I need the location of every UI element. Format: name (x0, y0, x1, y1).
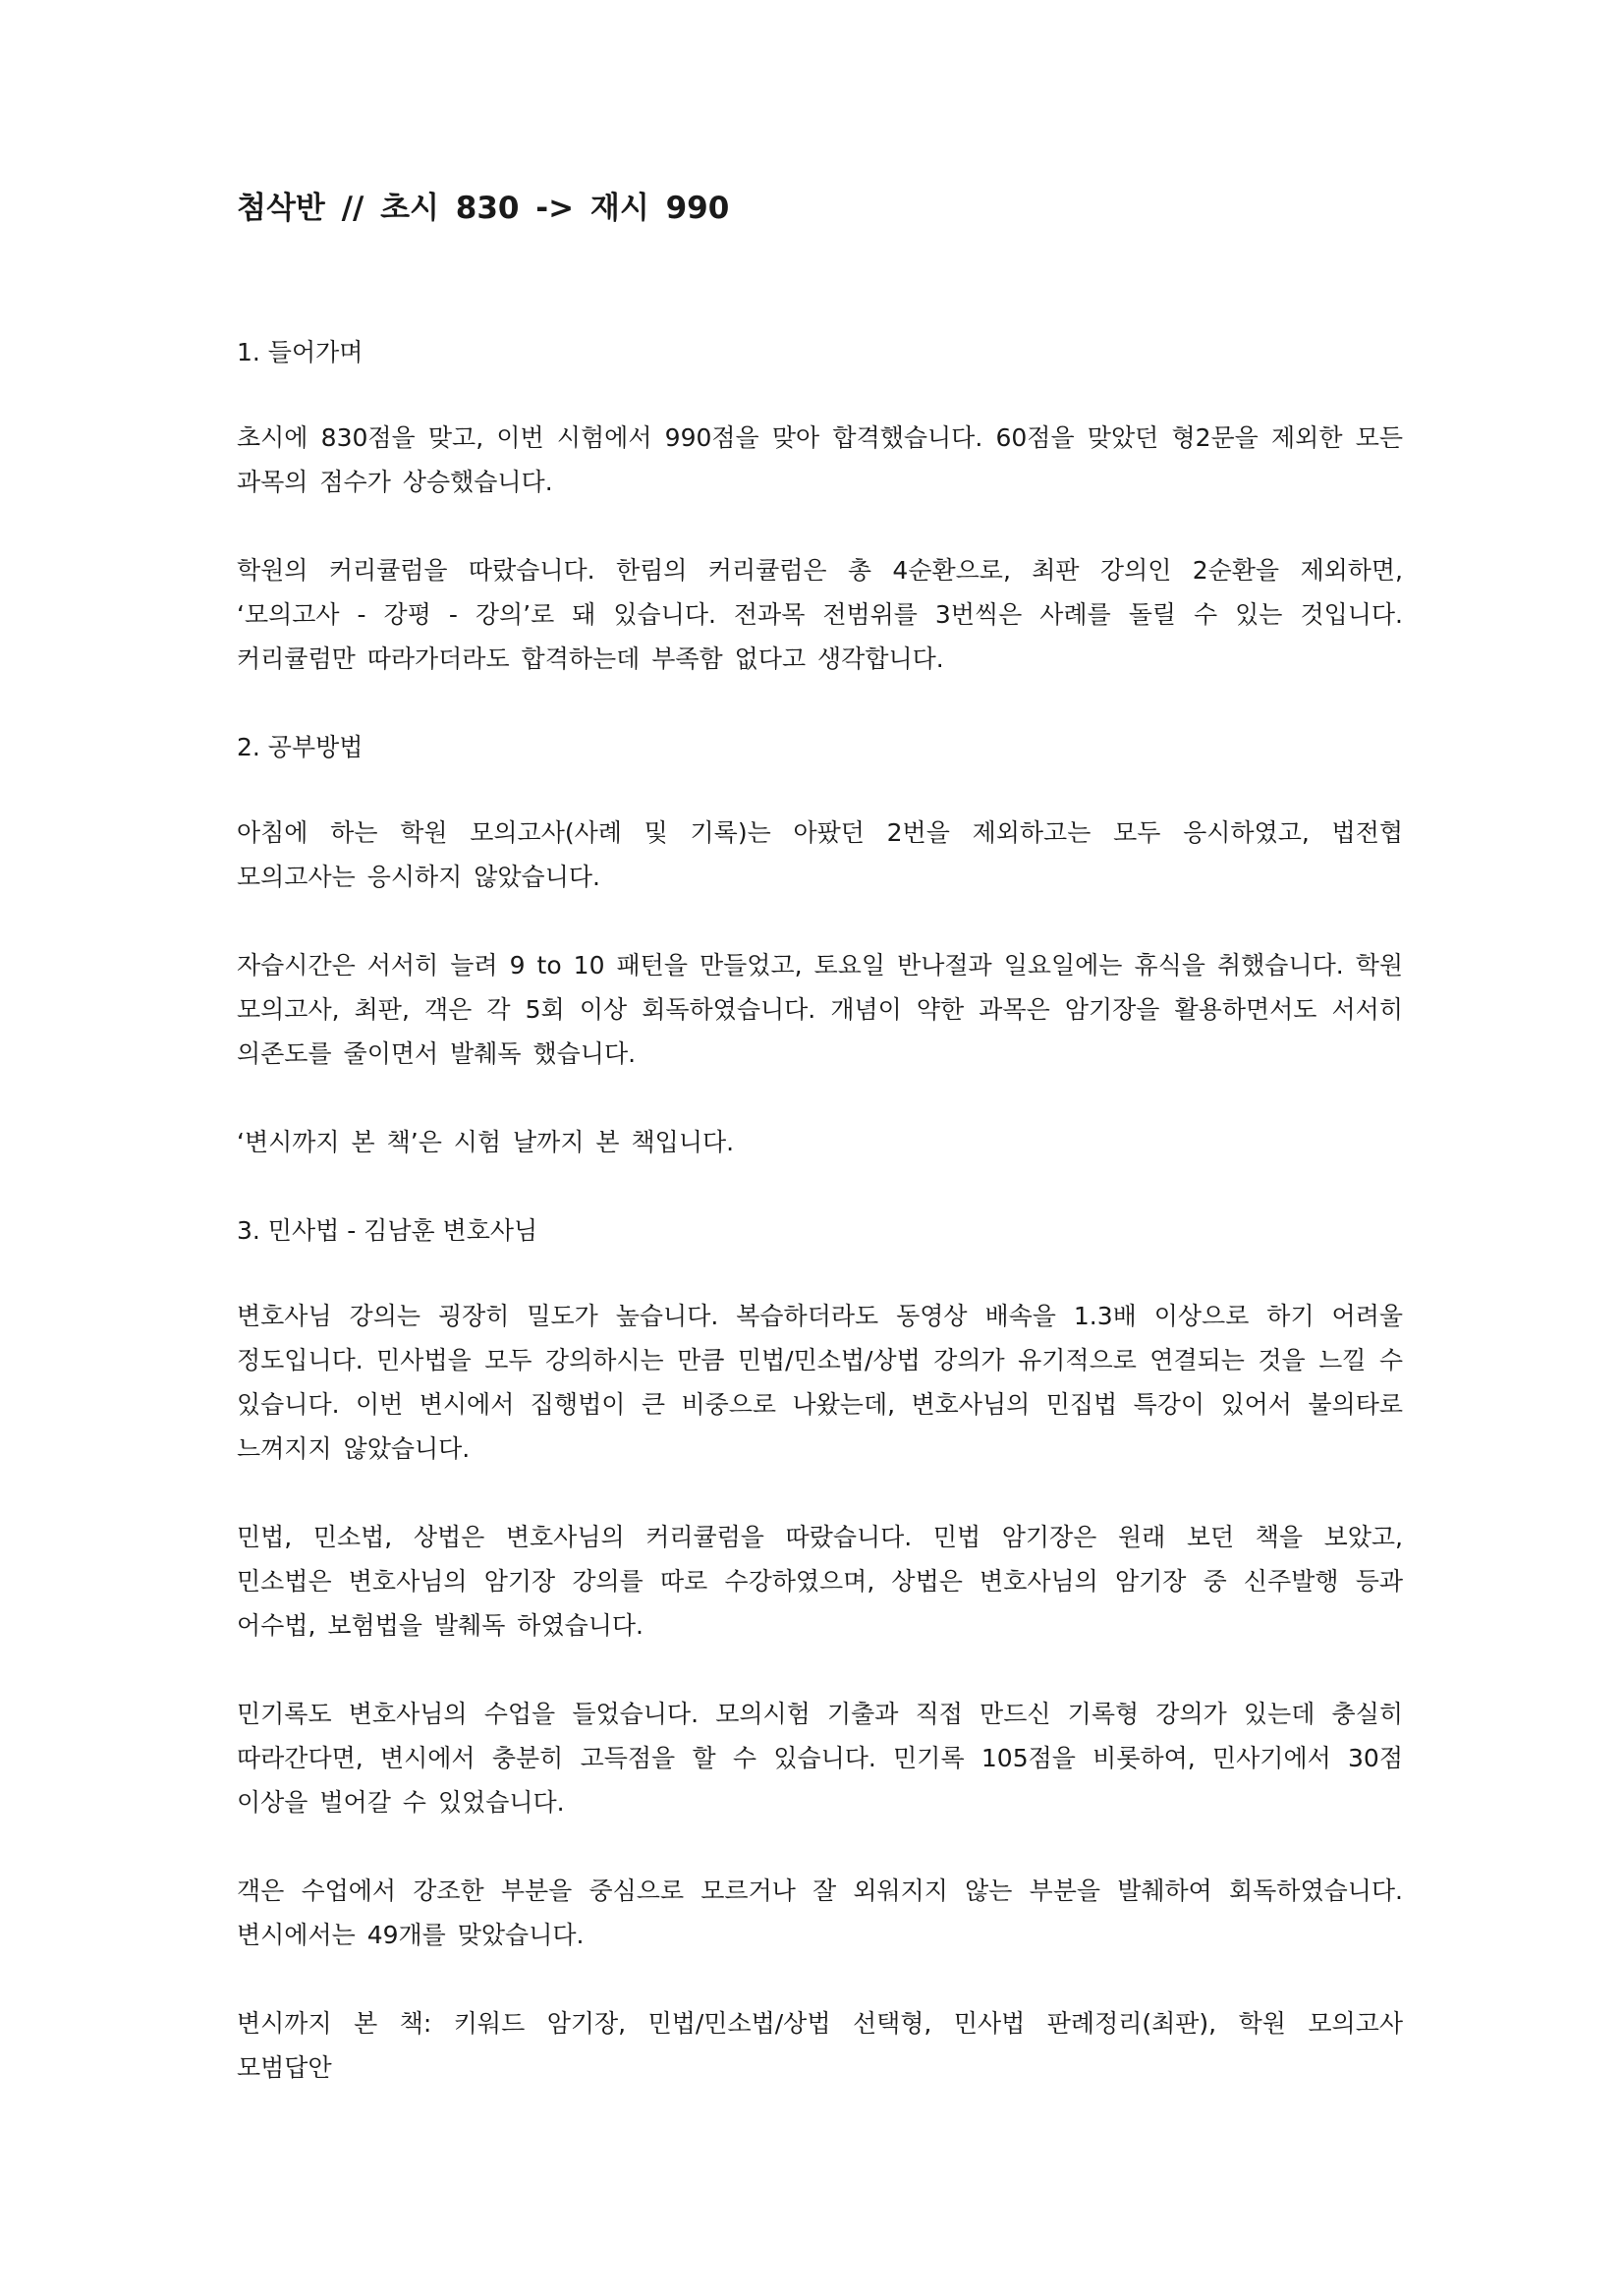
paragraph: 자습시간은 서서히 늘려 9 to 10 패턴을 만들었고, 토요일 반나절과 일요일에는 휴식을 취했습니다. 학원 모의고사, 최판, 객은 각 5회 이상 회독하였습니다. 개념이 약한 과목은 암기장을 활용하면서도 서서히 의존도를 줄이면서 발췌독 했습니다. (237, 951, 1403, 1068)
paragraph: 민기록도 변호사님의 수업을 들었습니다. 모의시험 기출과 직접 만드신 기록형 강의가 있는데 충실히 따라간다면, 변시에서 충분히 고득점을 할 수 있습니다. 민기록 105점을 비롯하여, 민사기에서 30점 이상을 벌어갈 수 있었습니다. (237, 1700, 1403, 1817)
paragraph: 민법, 민소법, 상법은 변호사님의 커리큘럼을 따랐습니다. 민법 암기장은 원래 보던 책을 보았고, 민소법은 변호사님의 암기장 강의를 따로 수강하였으며, 상법은 변호사님의 암기장 중 신주발행 등과 어수법, 보험법을 발췌독 하였습니다. (237, 1523, 1403, 1640)
section-heading-civil-law: 3. 민사법 - 김남훈 변호사님 (237, 1216, 538, 1245)
section-heading-intro: 1. 들어가며 (237, 338, 364, 366)
paragraph: 변시까지 본 책: 키워드 암기장, 민법/민소법/상법 선택형, 민사법 판례정리(최판), 학원 모의고사 모범답안 (237, 2009, 1403, 2082)
document-body (237, 187, 1403, 2090)
paragraph: ‘변시까지 본 책’은 시험 날까지 본 책입니다. (237, 1128, 735, 1156)
section-heading-study-method: 2. 공부방법 (237, 733, 364, 761)
paragraph: 변호사님 강의는 굉장히 밀도가 높습니다. 복습하더라도 동영상 배속을 1.3배 이상으로 하기 어려울 정도입니다. 민사법을 모두 강의하시는 만큼 민법/민소법/상법 강의가 유기적으로 연결되는 것을 느낄 수 있습니다. 이번 변시에서 집행법이 큰 비중으로 나왔는데, 변호사님의 민집법 특강이 있어서 불의타로 느껴지지 않았습니다. (237, 1302, 1403, 1463)
paragraph: 초시에 830점을 맞고, 이번 시험에서 990점을 맞아 합격했습니다. 60점을 맞았던 형2문을 제외한 모든 과목의 점수가 상승했습니다. (237, 423, 1403, 496)
paragraph: 객은 수업에서 강조한 부분을 중심으로 모르거나 잘 외워지지 않는 부분을 발췌하여 회독하였습니다. 변시에서는 49개를 맞았습니다. (237, 1876, 1403, 1949)
paragraph: 아침에 하는 학원 모의고사(사례 및 기록)는 아팠던 2번을 제외하고는 모두 응시하였고, 법전협 모의고사는 응시하지 않았습니다. (237, 818, 1403, 891)
document-title: 첨삭반 // 초시 830 -> 재시 990 (237, 191, 730, 226)
paragraph: 학원의 커리큘럼을 따랐습니다. 한림의 커리큘럼은 총 4순환으로, 최판 강의인 2순환을 제외하면, ‘모의고사 - 강평 - 강의’로 돼 있습니다. 전과목 전범위를 3번씩은 사례를 돌릴 수 있는 것입니다. 커리큘럼만 따라가더라도 합격하는데 부족함 없다고 생각합니다. (237, 556, 1403, 673)
